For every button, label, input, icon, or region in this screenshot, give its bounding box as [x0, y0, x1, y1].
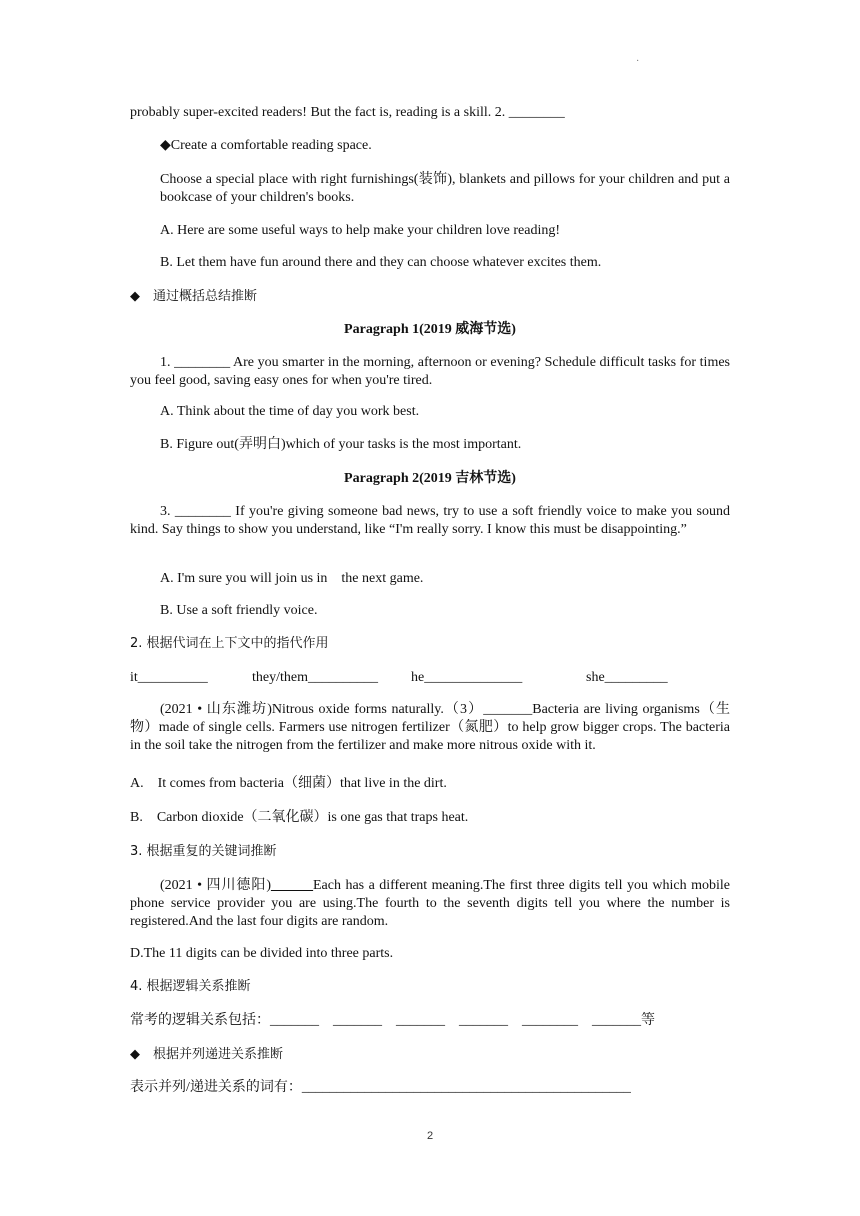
source-tag: (2021 • 四川德阳) [160, 878, 271, 893]
answer-blank: ______ [271, 878, 313, 893]
paragraph: 3. ________ If you're giving someone bad news, try to use a soft friendly voice to make you sound kind. Say things to show you understand, like “I'm really sorry. I know this must be disappointing.” [130, 504, 730, 537]
fill-line: 表示并列/递进关系的词有：_______________________________________________ [130, 1080, 631, 1095]
option-a: A. It comes from bacteria（细菌）that live in the dirt. [130, 776, 447, 791]
paragraph [130, 877, 730, 931]
pronoun-blanks [130, 669, 730, 687]
paragraph: 1. ________ Are you smarter in the morning, afternoon or evening? Schedule difficult tasks for times you feel good, saving easy ones for when you're tired. [130, 355, 730, 388]
pronoun-she: she_________ [586, 670, 668, 685]
tip-heading: ◆Create a comfortable reading space. [160, 138, 372, 153]
text-line: probably super-excited readers! But the fact is, reading is a skill. 2. ________ [130, 105, 565, 120]
option-a: A. Think about the time of day you work best. [160, 404, 420, 419]
option-a: A. Here are some useful ways to help make your children love reading! [160, 223, 561, 238]
pronoun-they: they/them__________ [252, 670, 378, 685]
paragraph-text: Each has a different meaning.The first three digits tell you which mobile phone service provider you are using.The fourth to the seventh digits tell you where the number is registered.And the last four digits are random. [130, 878, 730, 929]
option-b: B. Figure out(弄明白)which of your tasks is the most important. [160, 437, 522, 452]
section-heading: 4. 根据逻辑关系推断 [130, 979, 251, 994]
section-heading: 3. 根据重复的关键词推断 [130, 844, 277, 859]
paragraph-title: Paragraph 2(2019 吉林节选) [344, 471, 516, 486]
paragraph [130, 171, 730, 207]
paragraph-text: Choose a special place with right furnishings(装饰), blankets and pillows for your children and put a bookcase of your children's books. [160, 172, 730, 205]
option-a: A. I'm sure you will join us in the next game. [160, 571, 424, 586]
option-b: B. Carbon dioxide（二氧化碳）is one gas that traps heat. [130, 810, 469, 825]
fill-line: 常考的逻辑关系包括：_______ _______ _______ _______ ________ _______等 [130, 1013, 655, 1028]
section-heading: 2. 根据代词在上下文中的指代作用 [130, 636, 329, 651]
header-mark: · [636, 56, 640, 67]
page-number: 2 [426, 1130, 434, 1142]
pronoun-it: it__________ [130, 670, 208, 685]
paragraph: (2021 • 山东潍坊)Nitrous oxide forms naturally.（3）_______Bacteria are living organisms（生物）made of single cells. Farmers use nitrogen fertilizer（氮肥）to help grow bigger crops. The bacteria in the soil take the nitrogen from the fertilizer and make more nitrous oxide with it. [130, 702, 730, 753]
option-b: B. Let them have fun around there and they can choose whatever excites them. [160, 255, 602, 270]
option-d: D.The 11 digits can be divided into three parts. [130, 946, 394, 961]
option-b: B. Use a soft friendly voice. [160, 603, 318, 618]
paragraph-title: Paragraph 1(2019 威海节选) [344, 322, 516, 337]
section-heading: ◆ 通过概括总结推断 [130, 289, 257, 304]
section-heading: ◆ 根据并列递进关系推断 [130, 1047, 283, 1062]
pronoun-he: he______________ [411, 670, 523, 685]
